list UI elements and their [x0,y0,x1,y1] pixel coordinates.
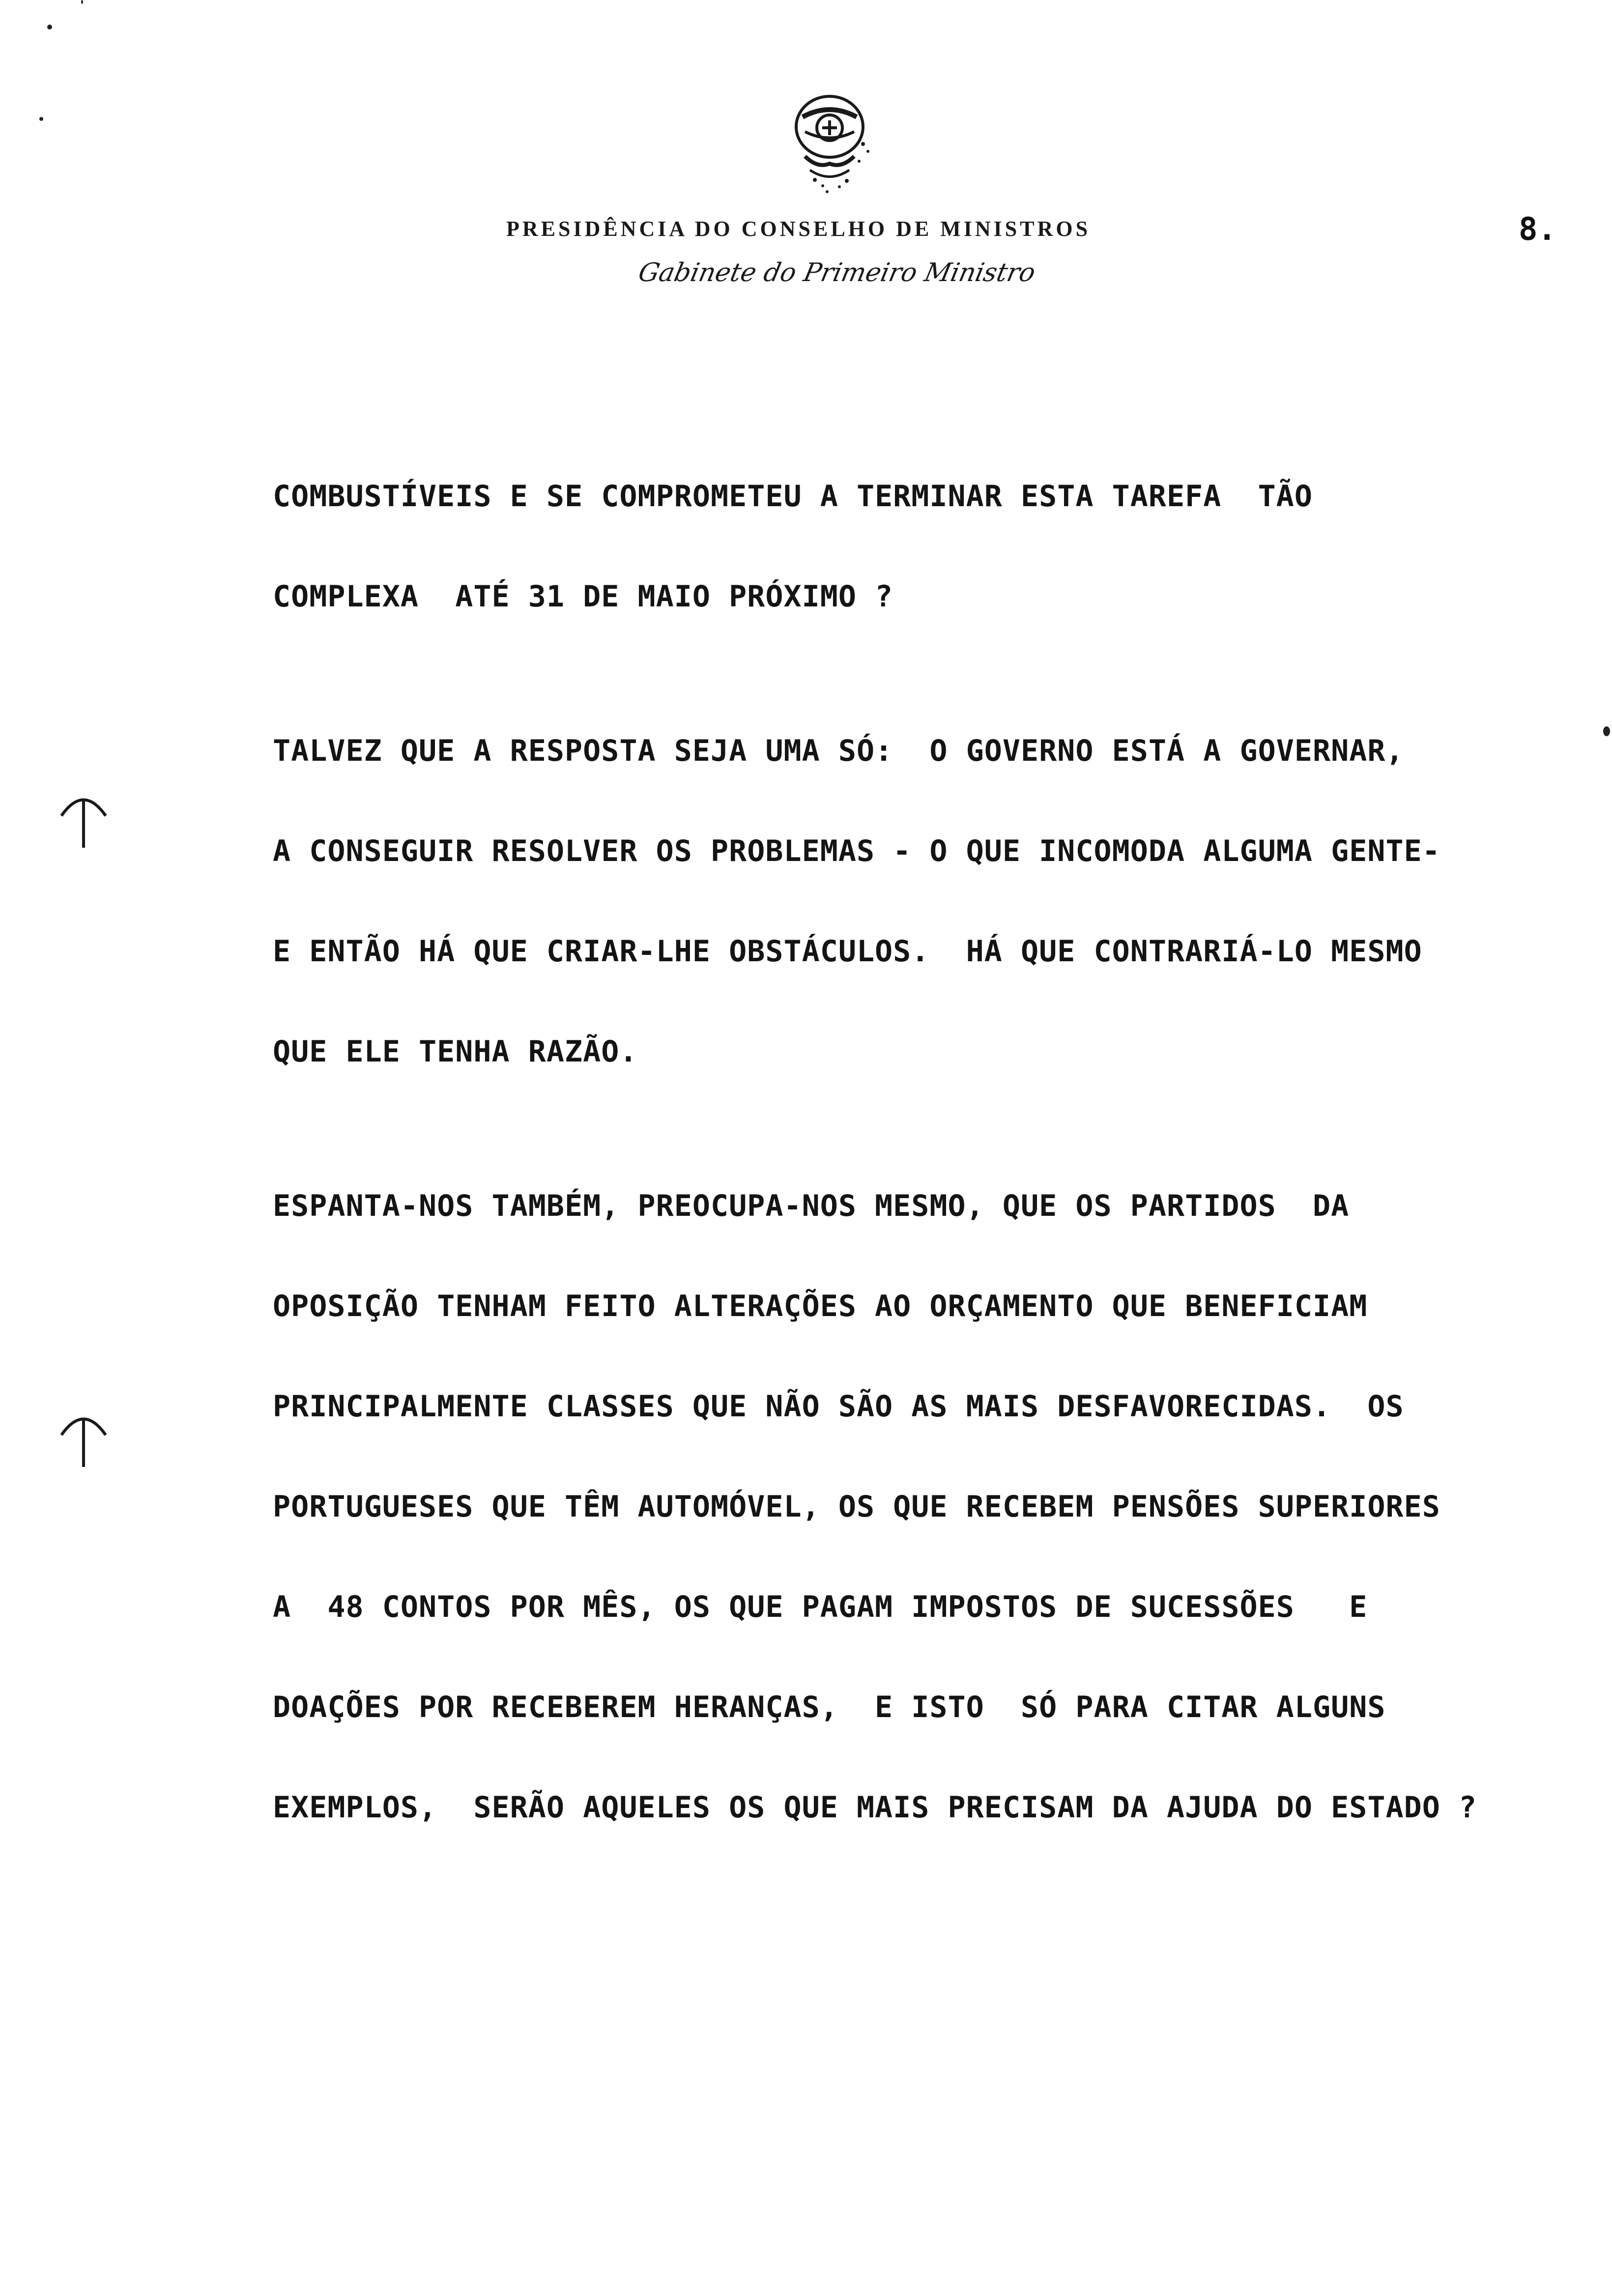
coat-of-arms-icon [776,83,893,201]
paragraph [273,721,1560,1122]
text-line: QUE ELE TENHA RAZÃO. [273,1034,638,1069]
text-line: PRINCIPALMENTE CLASSES QUE NÃO SÃO AS MAIS DESFAVORECIDAS. OS [273,1389,1404,1424]
text-line: COMPLEXA ATÉ 31 DE MAIO PRÓXIMO ? [273,579,893,614]
paragraph [273,467,1560,667]
text-line: DOAÇÕES POR RECEBEREM HERANÇAS, E ISTO SÓ PARA CITAR ALGUNS [273,1690,1386,1724]
office-subtitle: Gabinete do Primeiro Ministro [635,258,1038,287]
scan-speck [47,25,52,29]
institution-name: PRESIDÊNCIA DO CONSELHO DE MINISTROS [506,217,1091,241]
text-line: PORTUGUESES QUE TÊM AUTOMÓVEL, OS QUE RECEBEM PENSÕES SUPERIORES [273,1490,1440,1524]
scan-speck [1603,726,1610,736]
body-text [273,467,1560,1878]
text-line: E ENTÃO HÁ QUE CRIAR-LHE OBSTÁCULOS. HÁ QUE CONTRARIÁ-LO MESMO [273,934,1422,969]
scan-speck [81,0,83,4]
punch-hole-mark-icon [54,786,113,850]
text-line: EXEMPLOS, SERÃO AQUELES OS QUE MAIS PRECISAM DA AJUDA DO ESTADO ? [273,1790,1477,1825]
text-line: OPOSIÇÃO TENHAM FEITO ALTERAÇÕES AO ORÇAMENTO QUE BENEFICIAM [273,1289,1368,1323]
paragraph [273,1177,1560,1878]
page-number: 8. [1519,211,1557,248]
text-line: TALVEZ QUE A RESPOSTA SEJA UMA SÓ: O GOVERNO ESTÁ A GOVERNAR, [273,734,1404,768]
text-line: A CONSEGUIR RESOLVER OS PROBLEMAS - O QUE INCOMODA ALGUMA GENTE- [273,834,1440,868]
punch-hole-mark-icon [54,1406,113,1469]
text-line: ESPANTA-NOS TAMBÉM, PREOCUPA-NOS MESMO, QUE OS PARTIDOS DA [273,1189,1350,1223]
text-line: A 48 CONTOS POR MÊS, OS QUE PAGAM IMPOSTOS DE SUCESSÕES E [273,1590,1368,1624]
scan-speck [39,117,43,121]
text-line: COMBUSTÍVEIS E SE COMPROMETEU A TERMINAR ESTA TAREFA TÃO [273,479,1313,514]
